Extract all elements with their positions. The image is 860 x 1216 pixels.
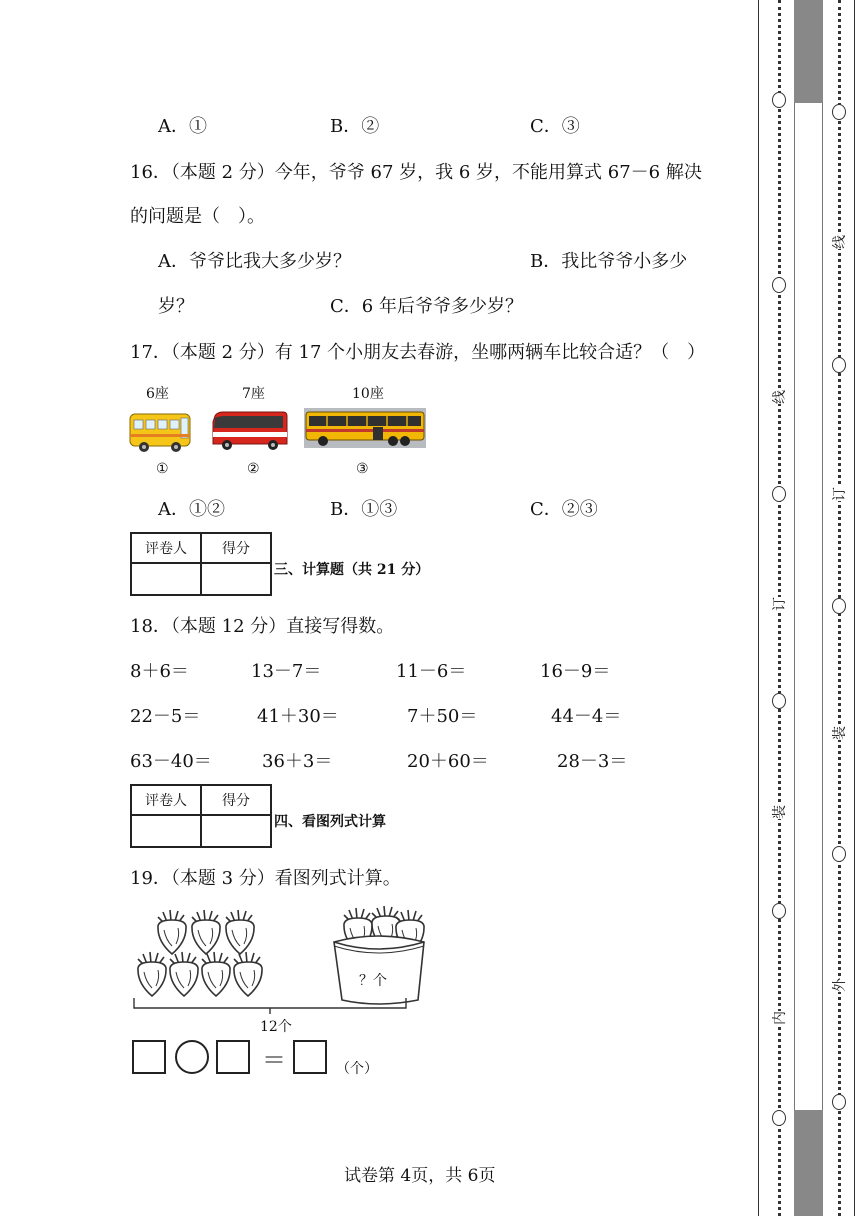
calc-item: 13－7＝ [251,661,322,682]
q15-option-a: A．① [158,116,207,137]
calc-item: 7＋50＝ [407,706,478,727]
binding-circle [772,903,786,919]
answer-box-3[interactable] [293,1040,327,1074]
score-cell[interactable] [201,815,271,847]
operator-circle[interactable] [175,1040,209,1074]
binding-circle [832,846,846,862]
answer-box-2[interactable] [216,1040,250,1074]
margin-char: 内 [767,1011,791,1025]
bus3-number: ③ [356,461,369,477]
q17-option-a: A．①② [158,499,225,520]
reviewer-label: 评卷人 [131,785,201,815]
q17-option-b: B．①③ [330,499,398,520]
binding-circle [772,693,786,709]
section3-title: 三、计算题（共 21 分） [274,562,430,578]
reviewer-cell[interactable] [131,815,201,847]
score-cell[interactable] [201,563,271,595]
calc-item: 8＋6＝ [130,661,189,682]
binding-circle [772,1110,786,1126]
basket-label: ？个 [359,973,387,989]
radish-picture [128,900,438,1020]
section4-score-table [130,784,272,848]
answer-box-1[interactable] [132,1040,166,1074]
score-label: 得分 [201,785,271,815]
calc-item: 16－9＝ [540,661,611,682]
margin-char: 订 [767,597,791,611]
total-label: 12个 [260,1019,292,1035]
bus2-seats: 7座 [242,386,265,402]
margin-border-right [854,0,855,1216]
calc-item: 11－6＝ [396,661,467,682]
bus-medium-icon [211,408,289,452]
margin-char: 装 [767,805,791,819]
calc-item: 63－40＝ [130,751,212,772]
binding-circle [832,357,846,373]
calc-item: 44－4＝ [551,706,622,727]
margin-char: 线 [767,390,791,404]
reviewer-cell[interactable] [131,563,201,595]
section3-score-table [130,532,272,596]
unit-label: （个） [336,1061,378,1077]
binding-circle [772,92,786,108]
calc-item: 22－5＝ [130,706,201,727]
q16-question-line2: 的问题是（ ）。 [130,206,265,227]
equals-sign: ＝ [262,1046,286,1074]
q17-option-c: C．②③ [530,499,598,520]
q15-option-c: C．③ [530,116,580,137]
margin-char: 装 [827,726,851,740]
white-bar [794,103,823,1110]
q16-option-a: A．爷爷比我大多少岁？ [158,251,351,272]
calc-item: 20＋60＝ [407,751,489,772]
margin-char: 线 [827,235,851,249]
binding-circle [772,486,786,502]
gray-bar-top [794,0,823,103]
q19-question: 19．（本题 3 分）看图列式计算。 [130,868,401,889]
gray-bar-bottom [794,1110,823,1216]
calc-item: 36＋3＝ [262,751,333,772]
calc-item: 41＋30＝ [257,706,339,727]
binding-circle [832,104,846,120]
score-label: 得分 [201,533,271,563]
binding-circle [772,277,786,293]
bus1-number: ① [156,461,169,477]
margin-border-left [758,0,759,1216]
reviewer-label: 评卷人 [131,533,201,563]
binding-circle [832,598,846,614]
calc-item: 28－3＝ [557,751,628,772]
binding-circle [832,1094,846,1110]
margin-char: 订 [827,487,851,501]
bus-small-icon [128,410,192,454]
section4-title: 四、看图列式计算 [274,814,386,830]
q16-question-line1: 16．（本题 2 分）今年，爷爷 67 岁，我 6 岁，不能用算式 67－6 解决 [130,162,702,183]
bus3-seats: 10座 [352,386,384,402]
q15-option-b: B．② [330,116,380,137]
margin-char: 外 [827,978,851,992]
page-footer: 试卷第 4页，共 6页 [344,1166,496,1186]
q18-question: 18．（本题 12 分）直接写得数。 [130,616,395,637]
bus1-seats: 6座 [146,386,169,402]
bus2-number: ② [247,461,260,477]
q16-option-c: C．6 年后爷爷多少岁？ [330,296,523,317]
bus-large-icon [303,407,427,449]
q16-option-b: B．我比爷爷小多少 [530,251,688,272]
q17-question: 17．（本题 2 分）有 17 个小朋友去春游，坐哪两辆车比较合适？（ ） [130,342,706,363]
q16-option-b-cont: 岁？ [158,296,194,317]
